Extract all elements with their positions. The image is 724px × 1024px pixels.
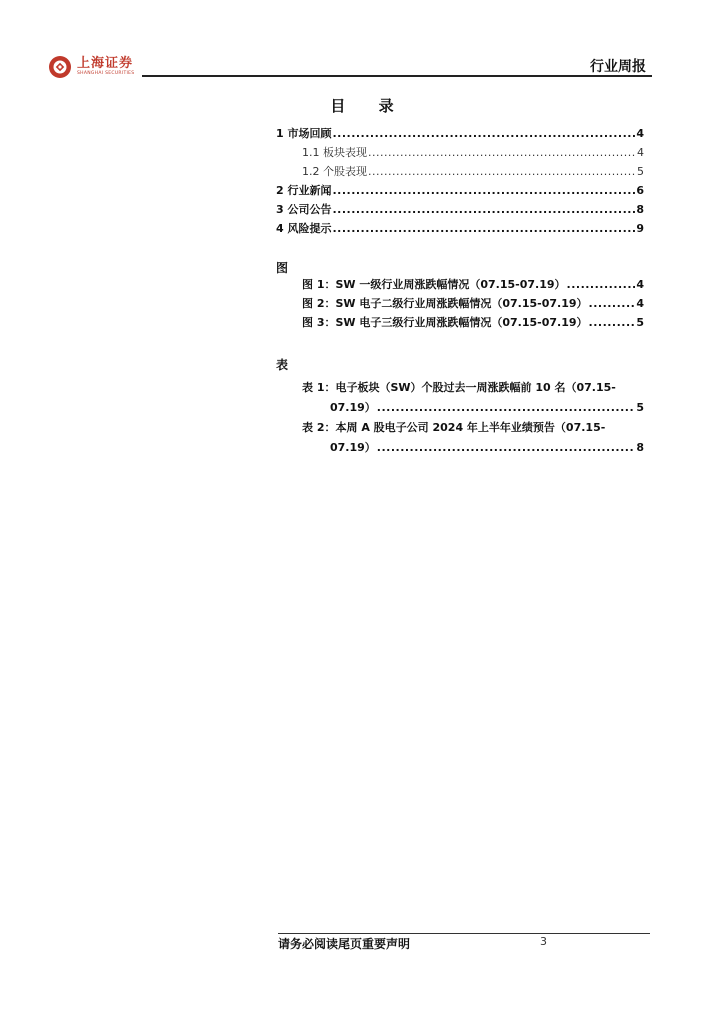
toc-entry-label: 1.2 个股表现 [302,165,367,178]
toc-entry-label: 4 风险提示 [276,222,332,235]
table-entry-page: 5 [636,401,644,414]
footer-disclaimer: 请务必阅读尾页重要声明 [278,937,411,951]
toc-entry[interactable] [276,221,644,237]
toc-entry[interactable] [302,164,644,180]
figure-entry-page: 5 [636,316,644,329]
tables-heading: 表 [276,358,289,372]
toc-entry-page: 9 [636,222,644,235]
toc-leader [332,126,635,142]
toc-entry-page: 4 [637,146,644,159]
figure-entry-label: 图 3：SW 电子三级行业周涨跌幅情况（07.15-07.19） [302,316,588,329]
toc-leader [368,145,636,161]
toc-entry-page: 8 [636,203,644,216]
figure-entry[interactable] [302,296,644,312]
toc-entry-label: 1 市场回顾 [276,127,332,140]
figure-entry-label: 图 1：SW 一级行业周涨跌幅情况（07.15-07.19） [302,278,566,291]
shanghai-securities-logo-icon [48,55,72,79]
toc-leader [589,296,636,312]
company-logo [48,55,134,79]
figure-entry-page: 4 [636,278,644,291]
table-entry-label-line1: 表 1：电子板块（SW）个股过去一周涨跌幅前 10 名（07.15- [302,381,616,394]
page-header [0,0,724,80]
toc-leader [589,315,636,331]
figure-entry-label: 图 2：SW 电子二级行业周涨跌幅情况（07.15-07.19） [302,297,588,310]
page-number: 3 [540,935,547,948]
header-divider [142,75,652,77]
table-entry-line2 [330,400,644,416]
toc-title: 目 录 [330,97,408,115]
toc-leader [377,400,636,416]
footer-divider [278,933,650,934]
table-entry-page: 8 [636,441,644,454]
toc-entry-page: 4 [636,127,644,140]
toc-leader [567,277,636,293]
figures-heading: 图 [276,261,289,275]
figure-entry[interactable] [302,315,644,331]
report-type: 行业周报 [590,59,646,75]
toc-entry[interactable] [276,202,644,218]
figure-entry[interactable] [302,277,644,293]
toc-leader [377,440,636,456]
toc-entry-page: 6 [636,184,644,197]
table-entry-label-line2: 07.19） [330,441,376,454]
table-entry-label-line1: 表 2：本周 A 股电子公司 2024 年上半年业绩预告（07.15- [302,421,606,434]
toc-leader [332,202,635,218]
toc-entry-label: 3 公司公告 [276,203,332,216]
toc-entry[interactable] [302,145,644,161]
toc-entry[interactable] [276,183,644,199]
table-entry-line2 [330,440,644,456]
toc-entry-label: 1.1 板块表现 [302,146,367,159]
brand-name-cn: 上海证券 [77,56,134,71]
toc-entry-label: 2 行业新闻 [276,184,332,197]
toc-leader [368,164,636,180]
figure-entry-page: 4 [636,297,644,310]
toc-leader [332,183,635,199]
brand-name-en: SHANGHAI SECURITIES [77,71,135,76]
toc-entry-page: 5 [637,165,644,178]
toc-leader [332,221,635,237]
table-entry-label-line2: 07.19） [330,401,376,414]
toc-entry[interactable] [276,126,644,142]
